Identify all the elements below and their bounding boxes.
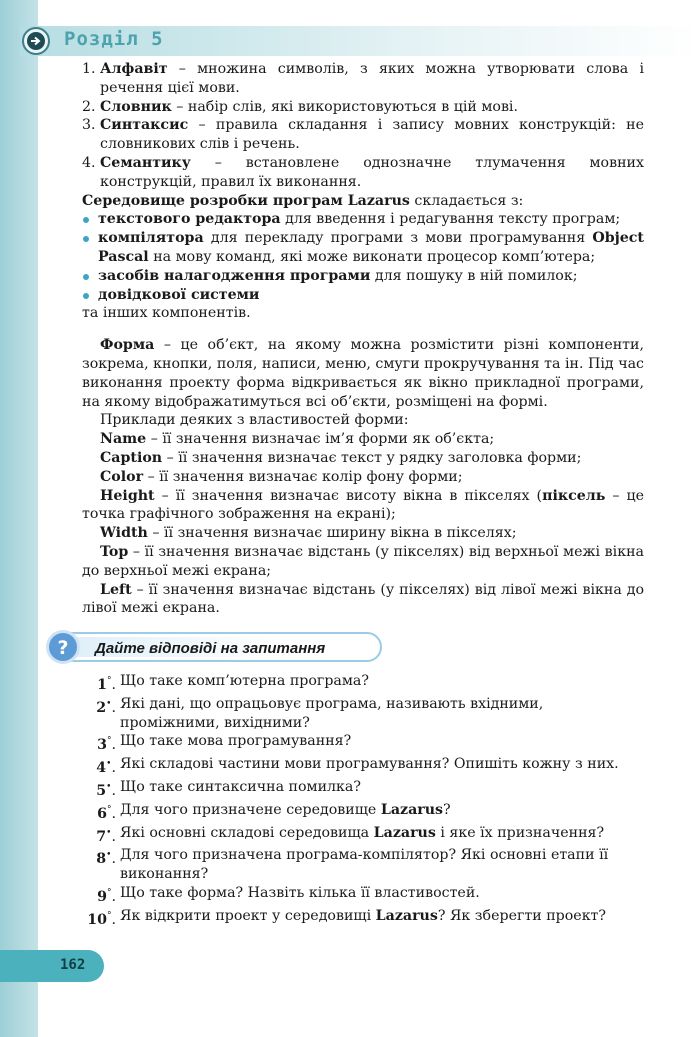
svg-text:?: ?	[57, 637, 69, 659]
question-item: 9°. Що таке форма? Назвіть кілька її властивостей.	[97, 884, 480, 905]
property-caption: Caption – її значення визначає текст у рядку заголовка форми;	[100, 449, 582, 466]
definition-term: Алфавіт	[100, 61, 168, 77]
bullet-icon	[82, 286, 98, 305]
main-text	[82, 60, 644, 618]
property-left: Left – її значення визначає відстань (у пікселях) від лівої межі вікна до лівої межі екрана.	[82, 581, 644, 617]
form-paragraph: Форма – це об’єкт, на якому можна розмістити різні компоненти, зокрема, кнопки, поля, написи, меню, смуги прокручування та ін. Під час виконання проекту форма відкривається як вікно прикладної програми, на якому відображатимуться всі об’єкти, розміщені на формі.	[82, 337, 644, 410]
property-name: Name – її значення визначає ім’я форми як об’єкта;	[100, 431, 495, 448]
definition-term: Словник	[100, 98, 172, 115]
component-bullet: засобів налагодження програми для пошуку в ній помилок;	[82, 267, 644, 286]
page-number: 162	[60, 957, 86, 973]
page-number-badge	[0, 950, 104, 982]
component-bullet: компілятора для перекладу програми з мови програмування Object Pascal на мову команд, які може виконати процесор комп’ютера;	[82, 229, 644, 267]
component-bullet: текстового редактора для введення і редагування тексту програм;	[82, 210, 644, 229]
questions-banner-title: Дайте відповіді на запитання	[95, 640, 326, 657]
property-color: Color – її значення визначає колір фону форми;	[100, 468, 463, 485]
questions-list	[82, 672, 644, 930]
component-bullet: довідкової системи	[82, 286, 644, 305]
examples-intro: Приклади деяких з властивостей форми:	[100, 412, 409, 429]
property-height: Height – її значення визначає висоту вікна в пікселях (піксель – це точка графічного зображення на екрані);	[82, 487, 644, 523]
chapter-title: Розділ 5	[64, 28, 164, 50]
definition-term: Синтаксис	[100, 117, 189, 134]
property-width: Width – її значення визначає ширину вікна в пікселях;	[100, 525, 517, 542]
question-item: 1°. Що таке комп’ютерна програма?	[97, 673, 369, 693]
chapter-arrow-icon	[22, 27, 50, 55]
bullet-icon	[82, 210, 98, 229]
lazarus-intro: Середовище розробки програм Lazarus складається з:	[82, 192, 524, 209]
definition-item: 2. Словник – набір слів, які використовуються в цій мові.	[82, 98, 518, 115]
question-item: 3°. Що таке мова програмування?	[97, 733, 352, 754]
definition-item: 4. Семантику – встановлене однозначне тлумачення мовних конструкцій, правил їх виконання.	[82, 154, 644, 190]
definition-item: 3. Синтаксис – правила складання і запису мовних конструкцій: не словникових слів і речень.	[82, 117, 644, 153]
components-tail: та інших компонентів.	[82, 305, 251, 322]
property-top: Top – її значення визначає відстань (у пікселях) від верхньої межі вікна до верхньої межі екрана;	[82, 543, 644, 579]
left-margin-strip	[0, 0, 38, 1037]
question-mark-icon	[46, 630, 80, 664]
question-item: 7•. Які основні складові середовища Lazarus і яке їх призначення?	[96, 824, 605, 845]
bullet-icon	[82, 229, 98, 267]
definition-term: Семантику	[100, 154, 191, 171]
question-item: 8•. Для чого призначена програма-компілятор? Які основні етапи її виконання?	[96, 847, 609, 883]
question-item: 5•. Що таке синтаксична помилка?	[96, 778, 361, 799]
question-item: 4•. Які складові частини мови програмування? Опишіть кожну з них.	[96, 756, 619, 777]
question-item: 6°. Для чого призначене середовище Lazarus?	[97, 801, 451, 822]
question-item: 10°. Як відкрити проект у середовищі Lazarus? Як зберегти проект?	[87, 907, 607, 928]
definition-item: 1. Алфавіт – множина символів, з яких можна утворювати слова і речення цієї мови.	[82, 61, 644, 96]
bullet-icon	[82, 267, 98, 286]
question-item: 2•. Які дані, що опрацьовує програма, називають вхідними, проміжними, вихідними?	[96, 695, 544, 731]
